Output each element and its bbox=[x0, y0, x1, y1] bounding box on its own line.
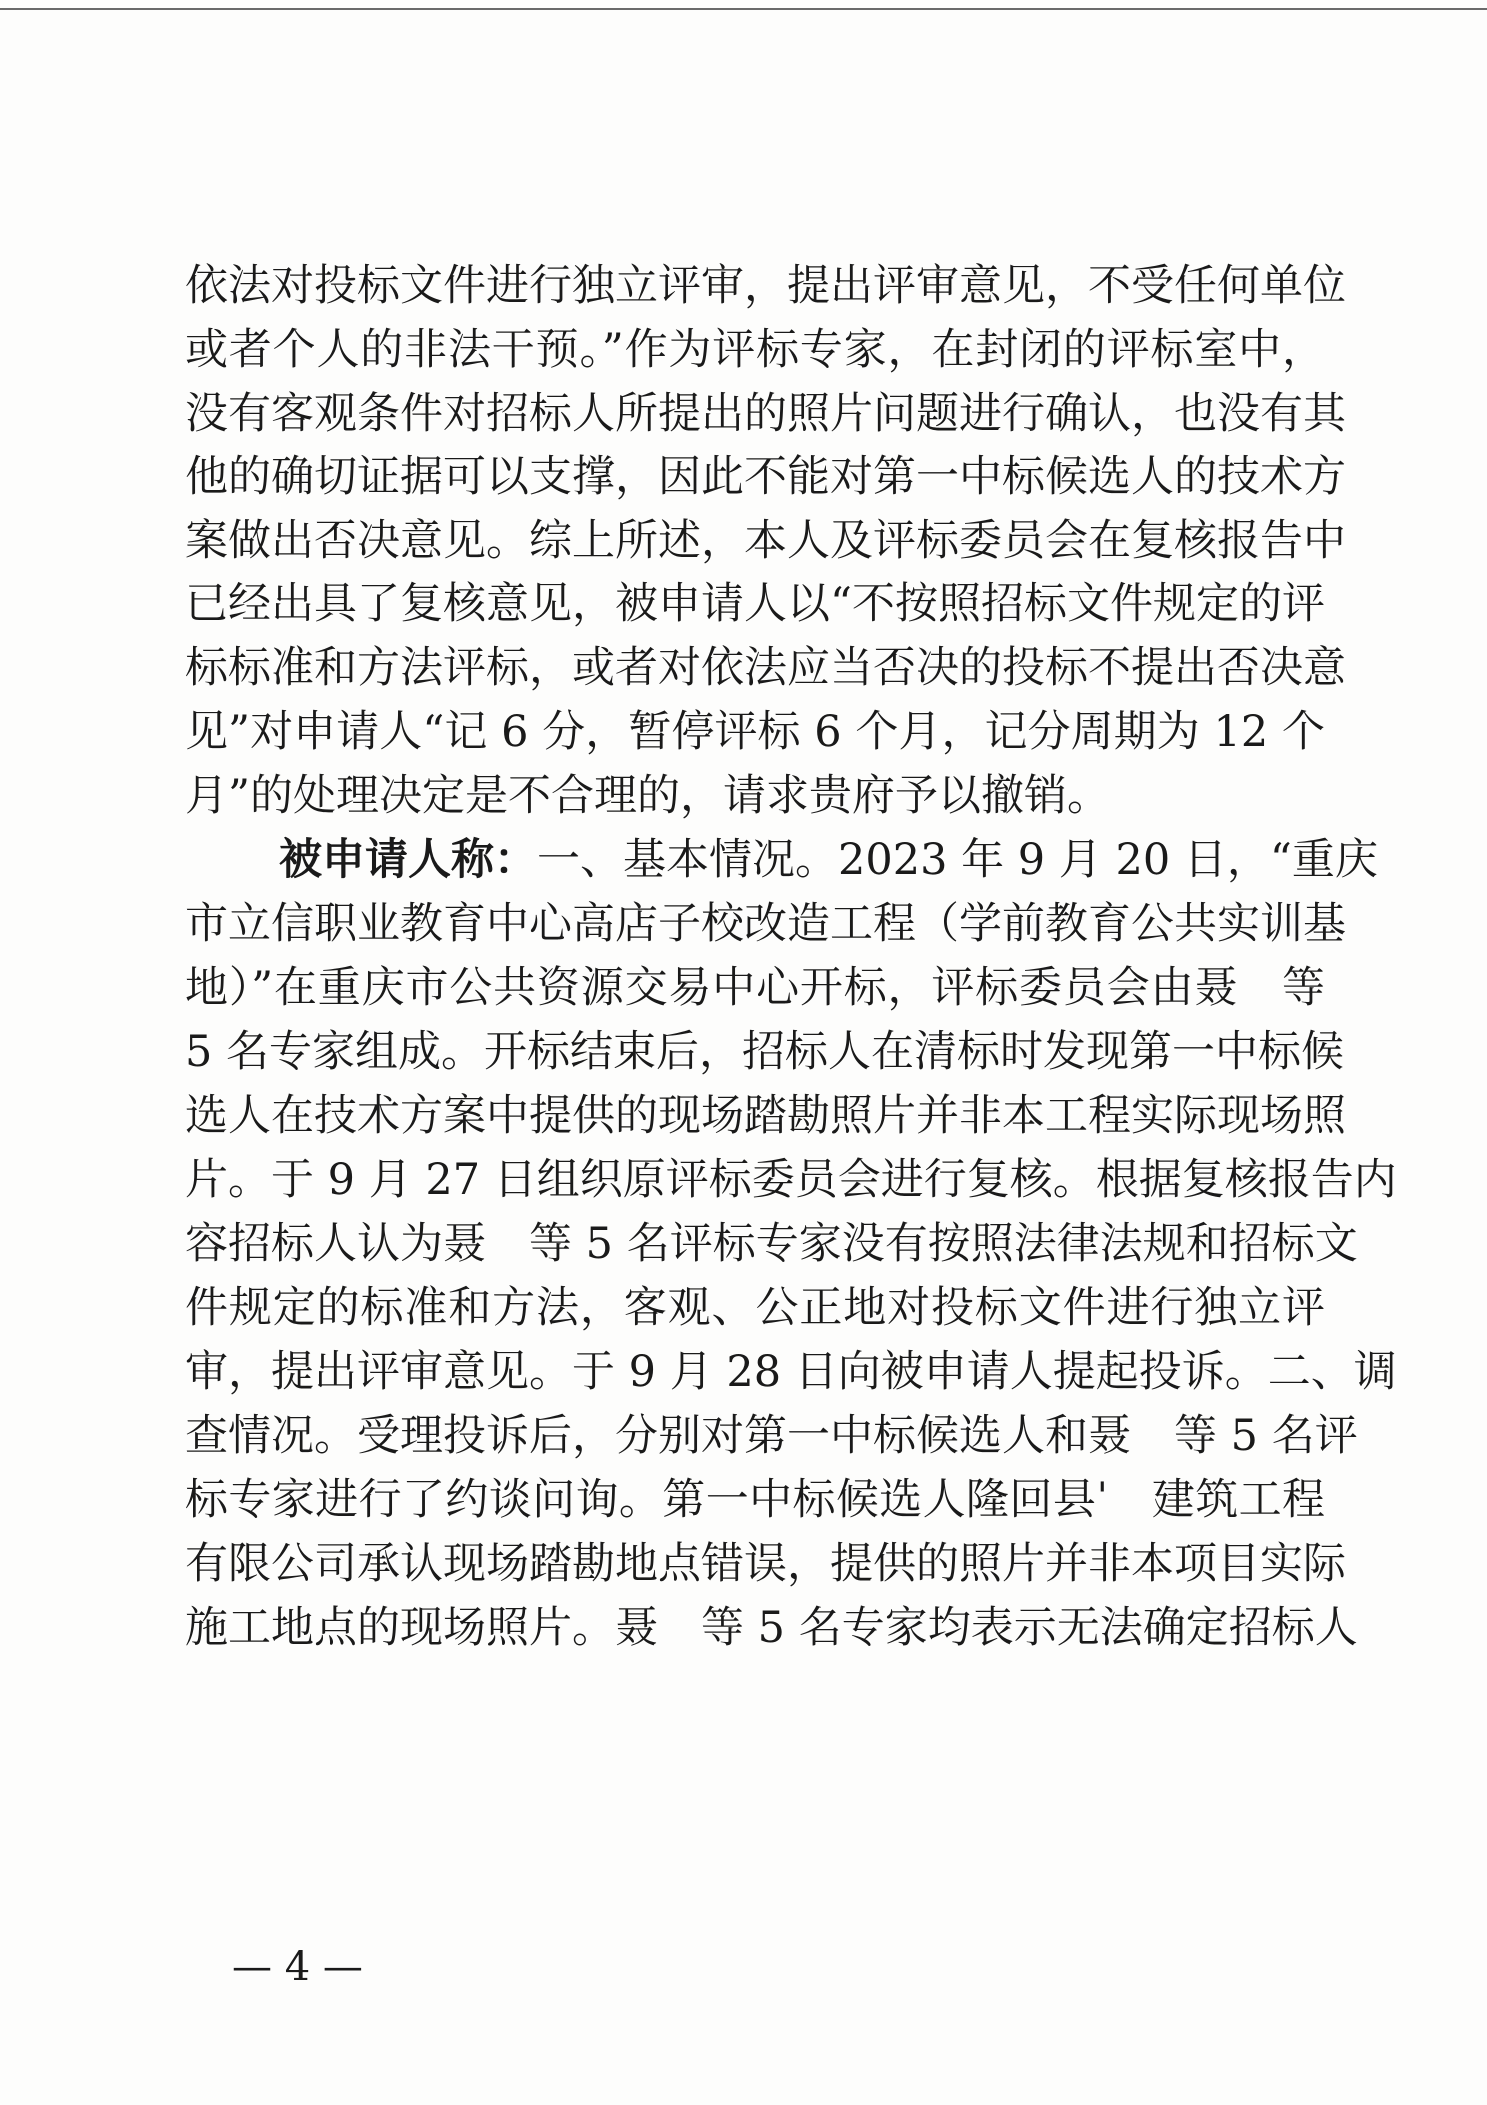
text-line: 标标准和方法评标，或者对依法应当否决的投标不提出否决意 bbox=[185, 643, 1346, 693]
text-line: 5 名专家组成。开标结束后，招标人在清标时发现第一中标候 bbox=[185, 1027, 1345, 1077]
text-line: 片。于 9 月 27 日组织原评标委员会进行复核。根据复核报告内 bbox=[185, 1155, 1397, 1205]
text-line: 他的确切证据可以支撑，因此不能对第一中标候选人的技术方 bbox=[185, 452, 1346, 502]
text-line: 容招标人认为聂 等 5 名评标专家没有按照法律法规和招标文 bbox=[185, 1219, 1358, 1269]
text-line: 月”的处理决定是不合理的，请求贵府予以撤销。 bbox=[185, 771, 1110, 821]
respondent-label: 被申请人称： bbox=[279, 835, 537, 885]
text-line: 案做出否决意见。综上所述，本人及评标委员会在复核报告中 bbox=[185, 516, 1346, 566]
text-line: 已经出具了复核意见，被申请人以“不按照招标文件规定的评 bbox=[185, 579, 1325, 629]
text-line: 选人在技术方案中提供的现场踏勘照片并非本工程实际现场照 bbox=[185, 1091, 1346, 1141]
text-line: 市立信职业教育中心高店子校改造工程（学前教育公共实训基 bbox=[185, 899, 1346, 949]
text-line: 地）”在重庆市公共资源交易中心开标，评标委员会由聂 等 bbox=[185, 963, 1325, 1013]
text-line: 依法对投标文件进行独立评审，提出评审意见，不受任何单位 bbox=[185, 261, 1346, 311]
text-line: 施工地点的现场照片。聂 等 5 名专家均表示无法确定招标人 bbox=[185, 1603, 1358, 1653]
text-line: 标专家进行了约谈问询。第一中标候选人隆回县ˈ 建筑工程 bbox=[185, 1475, 1325, 1525]
text-line: 见”对申请人“记 6 分，暂停评标 6 个月，记分周期为 12 个 bbox=[185, 707, 1325, 757]
text-line: 件规定的标准和方法，客观、公正地对投标文件进行独立评 bbox=[185, 1283, 1325, 1333]
text-line: 审，提出评审意见。于 9 月 28 日向被申请人提起投诉。二、调 bbox=[185, 1347, 1397, 1397]
page-number: — 4 — bbox=[232, 1944, 363, 1990]
paragraph-first-line bbox=[279, 830, 1378, 890]
text-line: 没有客观条件对招标人所提出的照片问题进行确认，也没有其 bbox=[185, 389, 1346, 439]
page-top-edge bbox=[0, 8, 1487, 10]
paragraph-first-line-text: 一、基本情况。2023 年 9 月 20 日，“重庆 bbox=[537, 835, 1378, 885]
text-line: 查情况。受理投诉后，分别对第一中标候选人和聂 等 5 名评 bbox=[185, 1411, 1358, 1461]
text-line: 有限公司承认现场踏勘地点错误，提供的照片并非本项目实际 bbox=[185, 1539, 1346, 1589]
text-line: 或者个人的非法干预。”作为评标专家，在封闭的评标室中， bbox=[185, 325, 1325, 375]
